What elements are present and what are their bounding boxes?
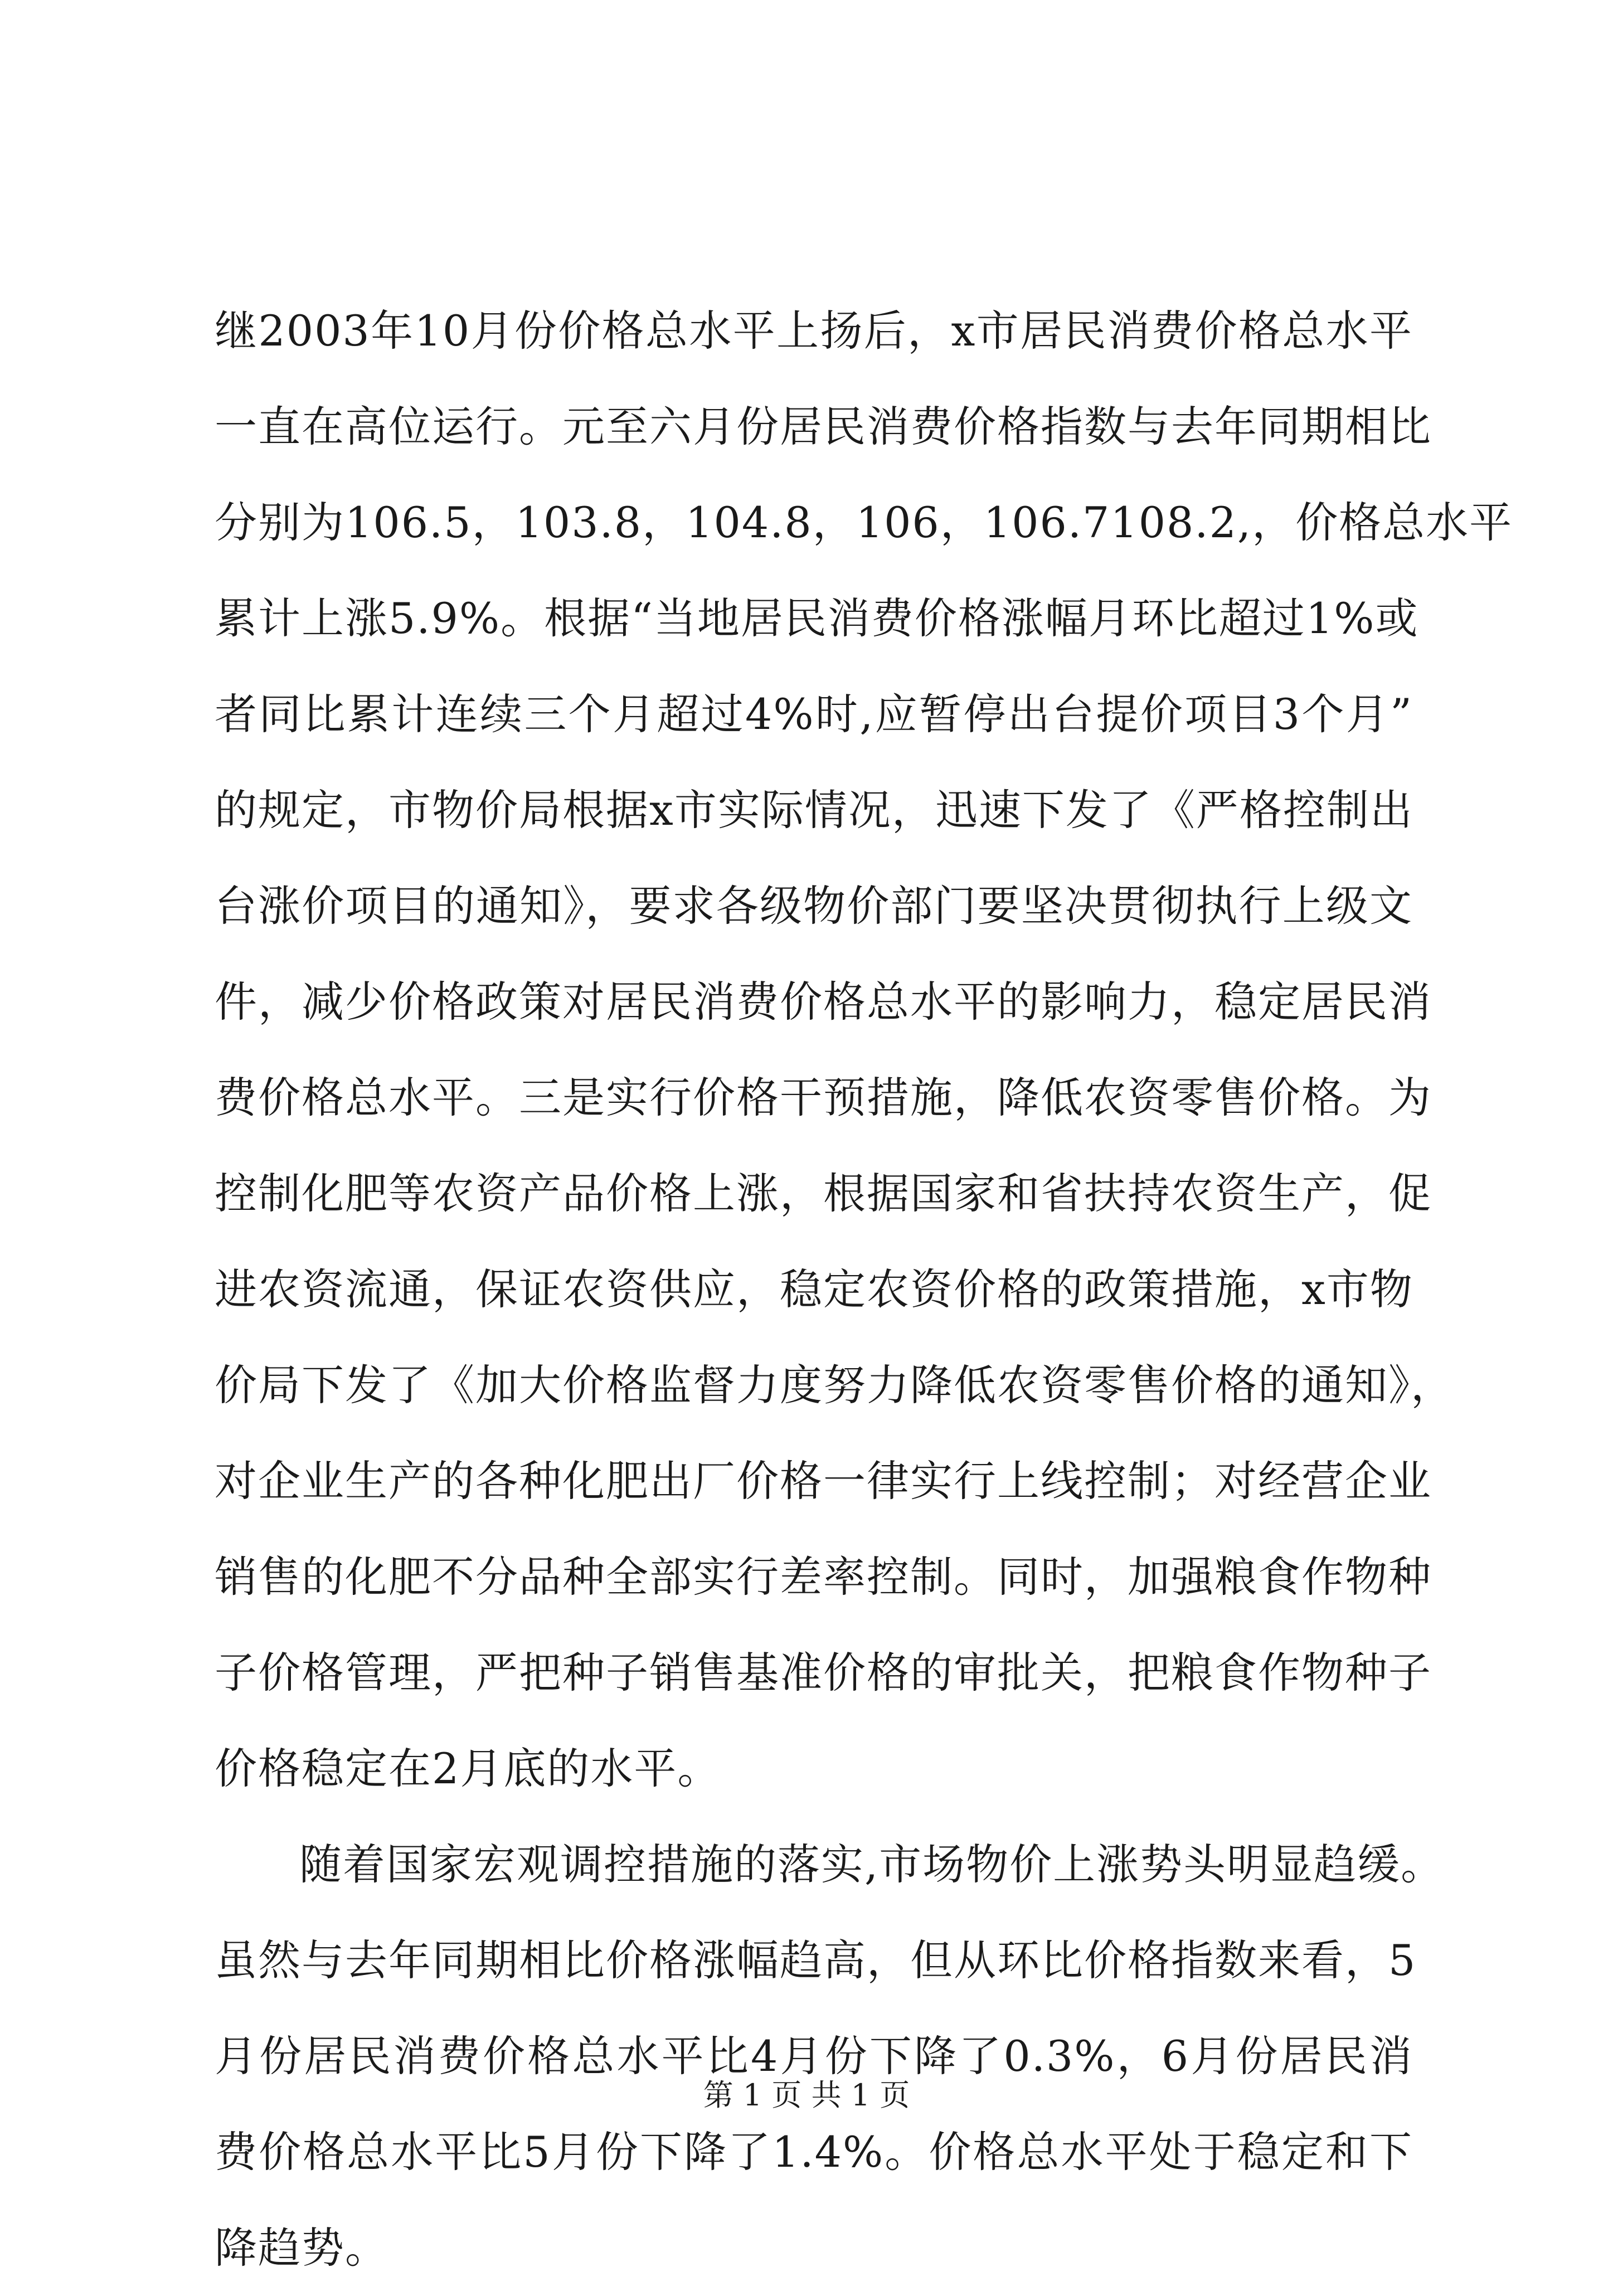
text-line: 进农资流通，保证农资供应，稳定农资价格的政策措施，x市物	[215, 1264, 1413, 1314]
paragraph-1	[215, 283, 1513, 1817]
text-line: 月份居民消费价格总水平比4月份下降了0.3%，6月份居民消	[215, 2031, 1413, 2081]
text-line: 价局下发了《加大价格监督力度努力降低农资零售价格的通知》，	[215, 1360, 1454, 1410]
page-footer	[0, 2073, 1613, 2118]
page-number: 第 1 页 共 1 页	[703, 2078, 910, 2113]
text-line: 对企业生产的各种化肥出厂价格一律实行上线控制；对经营企业	[215, 1456, 1432, 1506]
text-line: 费价格总水平。三是实行价格干预措施，降低农资零售价格。为	[215, 1073, 1432, 1122]
document-body	[215, 283, 1513, 2296]
text-line: 累计上涨5.9%。根据“当地居民消费价格涨幅月环比超过1%或	[215, 594, 1419, 643]
text-line: 子价格管理，严把种子销售基准价格的审批关，把粮食作物种子	[215, 1648, 1432, 1697]
text-line: 一直在高位运行。元至六月份居民消费价格指数与去年同期相比	[215, 402, 1432, 451]
text-line: 分别为106.5，103.8，104.8，106，106.7108.2,，价格总水平	[215, 498, 1513, 547]
text-line: 虽然与去年同期相比价格涨幅趋高，但从环比价格指数来看，5	[215, 1935, 1417, 1985]
text-line: 台涨价项目的通知》，要求各级物价部门要坚决贯彻执行上级文	[215, 881, 1413, 931]
text-line: 件，减少价格政策对居民消费价格总水平的影响力，稳定居民消	[215, 977, 1432, 1027]
paragraph-2	[215, 1817, 1445, 2296]
text-line: 价格稳定在2月底的水平。	[215, 1744, 721, 1793]
text-line: 继2003年10月份价格总水平上扬后，x市居民消费价格总水平	[215, 306, 1413, 356]
text-line: 销售的化肥不分品种全部实行差率控制。同时，加强粮食作物种	[215, 1552, 1432, 1602]
text-line: 者同比累计连续三个月超过4%时,应暂停出台提价项目3个月”	[215, 689, 1413, 739]
text-line: 随着国家宏观调控措施的落实,市场物价上涨势头明显趋缓。	[299, 1840, 1445, 1889]
text-line: 的规定，市物价局根据x市实际情况，迅速下发了《严格控制出	[215, 785, 1413, 835]
text-line: 降趋势。	[215, 2223, 388, 2273]
text-line: 控制化肥等农资产品价格上涨，根据国家和省扶持农资生产，促	[215, 1169, 1432, 1218]
text-line: 费价格总水平比5月份下降了1.4%。价格总水平处于稳定和下	[215, 2127, 1413, 2177]
